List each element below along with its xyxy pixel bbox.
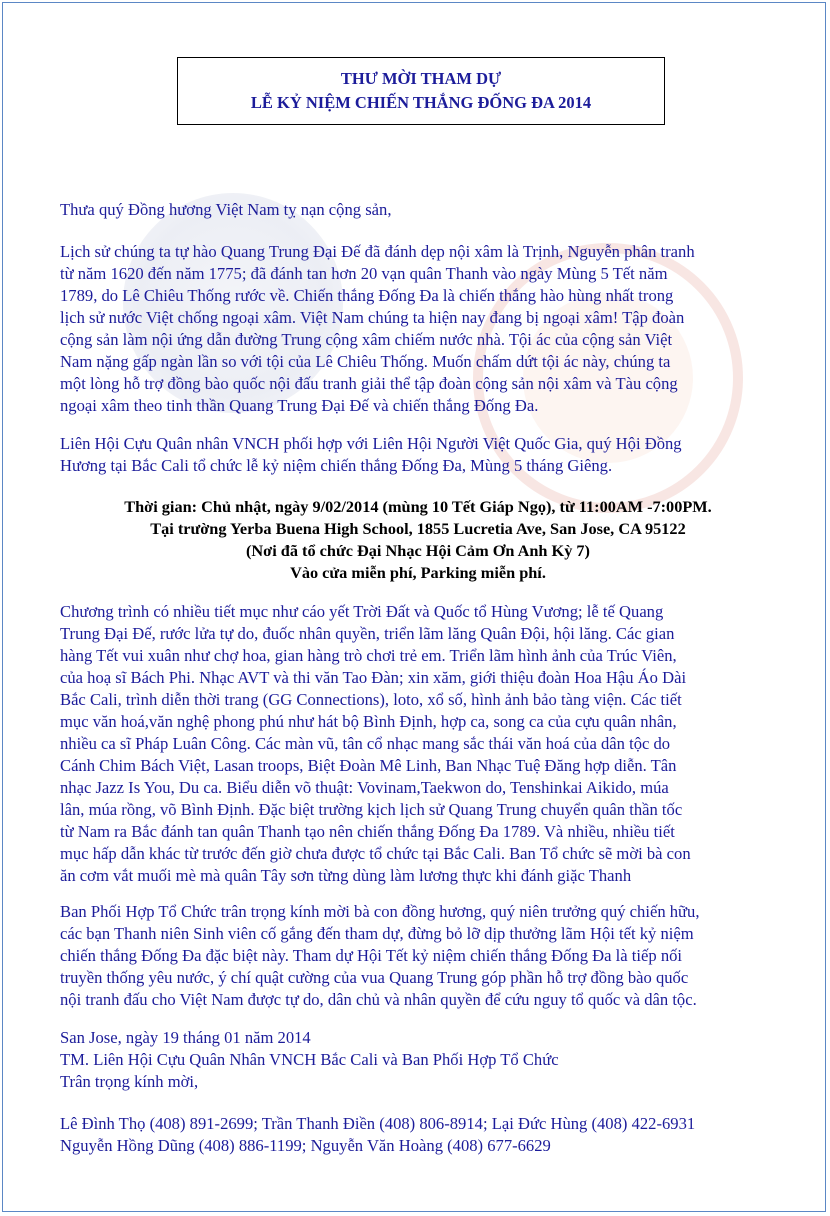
closing-date: San Jose, ngày 19 tháng 01 năm 2014 xyxy=(60,1028,311,1047)
paragraph-invitation xyxy=(60,901,782,1011)
greeting: Thưa quý Đồng hương Việt Nam tỵ nạn cộng sản, xyxy=(60,200,392,219)
document-page xyxy=(2,2,826,1212)
text-line: từ Nam ra Bắc đánh tan quân Thanh tạo nên chiến thắng Đống Đa 1789. Và nhiều, nhiều tiết xyxy=(60,822,675,841)
text-line: truyền thống yêu nước, ý chí quật cường của vua Quang Trung góp phần hỗ trợ đồng bào quốc xyxy=(60,968,689,987)
event-details xyxy=(43,496,793,584)
text-line: lân, múa rồng, võ Bình Định. Đặc biệt trường kịch lịch sử Quang Trung chuyển quân thần tốc xyxy=(60,800,683,819)
closing-regards: Trân trọng kính mời, xyxy=(60,1072,199,1091)
text-line: Ban Phối Hợp Tổ Chức trân trọng kính mời bà con đồng hương, quý niên trưởng quý chiến hữu, xyxy=(60,902,700,921)
contact-line: Nguyễn Hồng Dũng (408) 886-1199; Nguyễn Văn Hoàng (408) 677-6629 xyxy=(60,1136,551,1155)
text-line: 1789, do Lê Chiêu Thống rước về. Chiến thắng Đống Đa là chiến thắng hào hùng nhất trong xyxy=(60,286,674,305)
text-line: nhạc Jazz Is You, Du ca. Biểu diễn võ thuật: Vovinam,Taekwon do, Tenshinkai Aikido, múa xyxy=(60,778,669,797)
paragraph-program xyxy=(60,601,782,887)
text-line: Cánh Chim Bách Việt, Lasan troops, Biệt Đoàn Mê Linh, Ban Nhạc Tuệ Đăng hợp diễn. Tân xyxy=(60,756,677,775)
text-line: Nam nặng gấp ngàn lần so với tội của Lê Chiêu Thống. Muốn chấm dứt tội ác này, chúng ta xyxy=(60,352,671,371)
title-line-2: LỄ KỶ NIỆM CHIẾN THẮNG ĐỐNG ĐA 2014 xyxy=(250,93,592,112)
text-line: Hương tại Bắc Cali tổ chức lễ kỷ niệm chiến thắng Đống Đa, Mùng 5 tháng Giêng. xyxy=(60,456,613,475)
text-line: mục hấp dẫn khác từ trước đến giờ chưa được tổ chức tại Bắc Cali. Ban Tổ chức sẽ mời bà con xyxy=(60,844,691,863)
contact-line: Lê Đình Thọ (408) 891-2699; Trần Thanh Điền (408) 806-8914; Lại Đức Hùng (408) 422-6931 xyxy=(60,1114,696,1133)
text-line: một lòng hỗ trợ đồng bào quốc nội đấu tranh giải thể tập đoàn cộng sản nội xâm và Tàu cộng xyxy=(60,374,678,393)
title-box xyxy=(177,57,665,125)
title-line-1: THƯ MỜI THAM DỰ xyxy=(340,69,502,88)
text-line: các bạn Thanh niên Sinh viên cố gắng đến tham dự, đừng bỏ lỡ dịp thưởng lãm Hội tết kỷ niệm xyxy=(60,924,694,943)
closing-signature: TM. Liên Hội Cựu Quân Nhân VNCH Bắc Cali và Ban Phối Hợp Tổ Chức xyxy=(60,1050,559,1069)
event-location: Tại trường Yerba Buena High School, 1855 Lucretia Ave, San Jose, CA 95122 xyxy=(150,519,686,538)
text-line: Trung Đại Đế, rước lửa tự do, đuốc nhân quyền, triển lãm lăng Quân Đội, hội lăng. Các gian xyxy=(60,624,675,643)
text-line: ngoại xâm theo tinh thần Quang Trung Đại Đế và chiến thắng Đống Đa. xyxy=(60,396,539,415)
paragraph-history xyxy=(60,241,782,417)
text-line: lịch sử nước Việt chống ngoại xâm. Việt Nam chúng ta hiện nay đang bị ngoại xâm! Tập đoàn xyxy=(60,308,685,327)
event-time: Thời gian: Chủ nhật, ngày 9/02/2014 (mùng 10 Tết Giáp Ngọ), từ 11:00AM -7:00PM. xyxy=(124,497,712,516)
closing xyxy=(60,1027,782,1093)
text-line: từ năm 1620 đến năm 1775; đã đánh tan hơn 20 vạn quân Thanh vào ngày Mùng 5 Tết năm xyxy=(60,264,668,283)
text-line: nhiều ca sĩ Pháp Luân Công. Các màn vũ, tân cổ nhạc mang sắc thái văn hoá của dân tộc do xyxy=(60,734,671,753)
text-line: ăn cơm vắt muối mè mà quân Tây sơn từng dùng làm lương thực khi đánh giặc Thanh xyxy=(60,866,632,885)
text-line: nội tranh đấu cho Việt Nam được tự do, dân chủ và nhân quyền để cứu nguy tổ quốc và dân tộc. xyxy=(60,990,697,1009)
text-line: hàng Tết vui xuân như chợ hoa, gian hàng trò chơi trẻ em. Triển lãm hình ảnh của Trúc Viên, xyxy=(60,646,677,665)
contacts xyxy=(60,1113,782,1157)
text-line: của hoạ sĩ Bách Phi. Nhạc AVT và thi văn Tao Đàn; xin xăm, giới thiệu đoàn Hoa Hậu Áo Dài xyxy=(60,668,687,687)
text-line: Bắc Cali, trình diễn thời trang (GG Connections), loto, xổ số, hình ảnh bảo tàng viện. Các tiết xyxy=(60,690,682,709)
text-line: Chương trình có nhiều tiết mục như cáo yết Trời Đất và Quốc tổ Hùng Vương; lễ tế Quang xyxy=(60,602,664,621)
text-line: chiến thắng Đống Đa đặc biệt này. Tham dự Hội Tết kỷ niệm chiến thắng Đống Đa là tiếp nối xyxy=(60,946,683,965)
event-note: (Nơi đã tổ chức Đại Nhạc Hội Cảm Ơn Anh Kỳ 7) xyxy=(246,541,590,560)
paragraph-organizers xyxy=(60,433,782,477)
text-line: Lịch sử chúng ta tự hào Quang Trung Đại Đế đã đánh dẹp nội xâm là Trịnh, Nguyễn phân tranh xyxy=(60,242,695,261)
text-line: Liên Hội Cựu Quân nhân VNCH phối hợp với Liên Hội Người Việt Quốc Gia, quý Hội Đồng xyxy=(60,434,682,453)
text-line: mục văn hoá,văn nghệ phong phú như hát bộ Bình Định, hợp ca, song ca của cựu quân nhân, xyxy=(60,712,677,731)
event-admission: Vào cửa miễn phí, Parking miễn phí. xyxy=(290,563,546,582)
text-line: cộng sản làm nội ứng dẫn đường Trung cộng xâm chiếm nước nhà. Tội ác của cộng sản Việt xyxy=(60,330,673,349)
